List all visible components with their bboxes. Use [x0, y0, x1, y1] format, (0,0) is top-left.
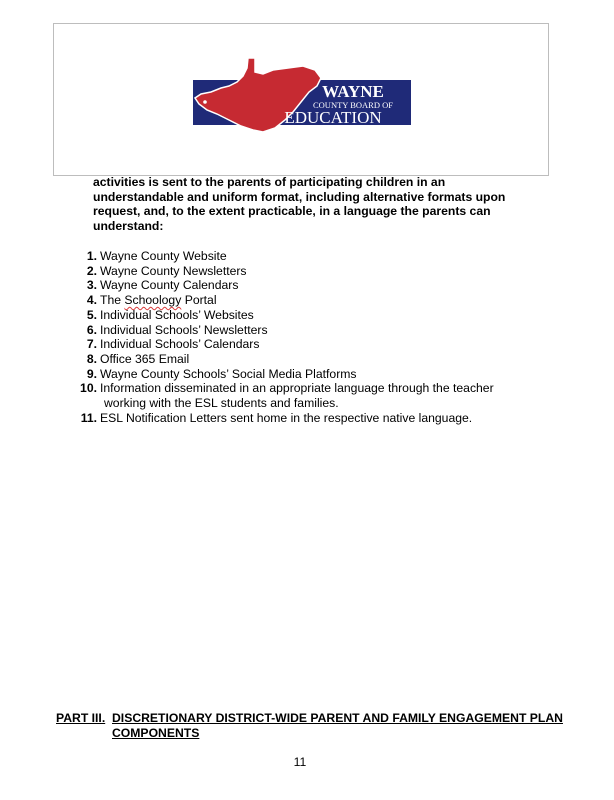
- list-number: 9.: [86, 366, 97, 381]
- list-text-pre: The: [100, 293, 125, 308]
- list-text-post: Portal: [181, 293, 217, 308]
- wayne-county-logo: [193, 58, 411, 136]
- section-heading: [56, 711, 576, 740]
- list-text: Individual Schools’ Newsletters: [100, 322, 268, 337]
- list-item: [70, 293, 540, 308]
- logo-graphic: [193, 58, 411, 136]
- list-text: Office 365 Email: [100, 351, 190, 366]
- list-text-line1: Information disseminated in an appropriate language through the teacher: [100, 381, 494, 396]
- list-text: Wayne County Schools’ Social Media Platforms: [100, 366, 357, 381]
- list-text: Wayne County Newsletters: [100, 263, 247, 278]
- page-number: 11: [293, 755, 307, 769]
- list-item: [70, 381, 540, 410]
- section-label: PART III.: [56, 711, 106, 725]
- map-marker-icon: [203, 100, 207, 104]
- list-number: 2.: [86, 263, 97, 278]
- list-item: [70, 337, 540, 352]
- logo-line2: COUNTY BOARD OF: [313, 100, 393, 110]
- logo-line1: WAYNE: [322, 82, 384, 101]
- list-text: Wayne County Website: [100, 249, 227, 263]
- list-number: 6.: [86, 322, 97, 337]
- list-text-line2: working with the ESL students and families.: [104, 396, 339, 411]
- list-text: [100, 293, 540, 308]
- spellcheck-marked-word: Schoology: [124, 293, 182, 308]
- list-text: Individual Schools’ Calendars: [100, 337, 260, 352]
- list-number: 7.: [86, 337, 97, 352]
- logo-line3: EDUCATION: [284, 108, 382, 127]
- list-text: Individual Schools’ Websites: [100, 307, 254, 322]
- list-text: Wayne County Calendars: [100, 278, 239, 293]
- section-title: DISCRETIONARY DISTRICT-WIDE PARENT AND FAMILY ENGAGEMENT PLAN COMPONENTS: [112, 711, 563, 740]
- list-item: [70, 249, 540, 264]
- list-number: 5.: [86, 307, 97, 322]
- list-number: 3.: [86, 278, 97, 293]
- list-number: 8.: [86, 351, 97, 366]
- list-item: [70, 367, 540, 382]
- header-box: [53, 23, 549, 176]
- list-text: ESL Notification Letters sent home in the respective native language.: [100, 410, 473, 425]
- list-number: 4.: [86, 293, 97, 308]
- list-text: [100, 381, 540, 410]
- list-item: [70, 278, 540, 293]
- list-item: [70, 264, 540, 279]
- list-item: [70, 308, 540, 323]
- list-item: [70, 411, 540, 426]
- communication-methods-list: [70, 249, 540, 425]
- intro-paragraph: activities is sent to the parents of participating children in an understandable and uniform format, including alternative formats upon request, and, to the extent practicable, in a language the parents can understand:: [93, 175, 506, 233]
- list-item: [70, 323, 540, 338]
- list-number: 11.: [80, 410, 97, 425]
- list-number: 1.: [86, 249, 97, 263]
- list-number: 10.: [80, 381, 97, 396]
- list-item: [70, 352, 540, 367]
